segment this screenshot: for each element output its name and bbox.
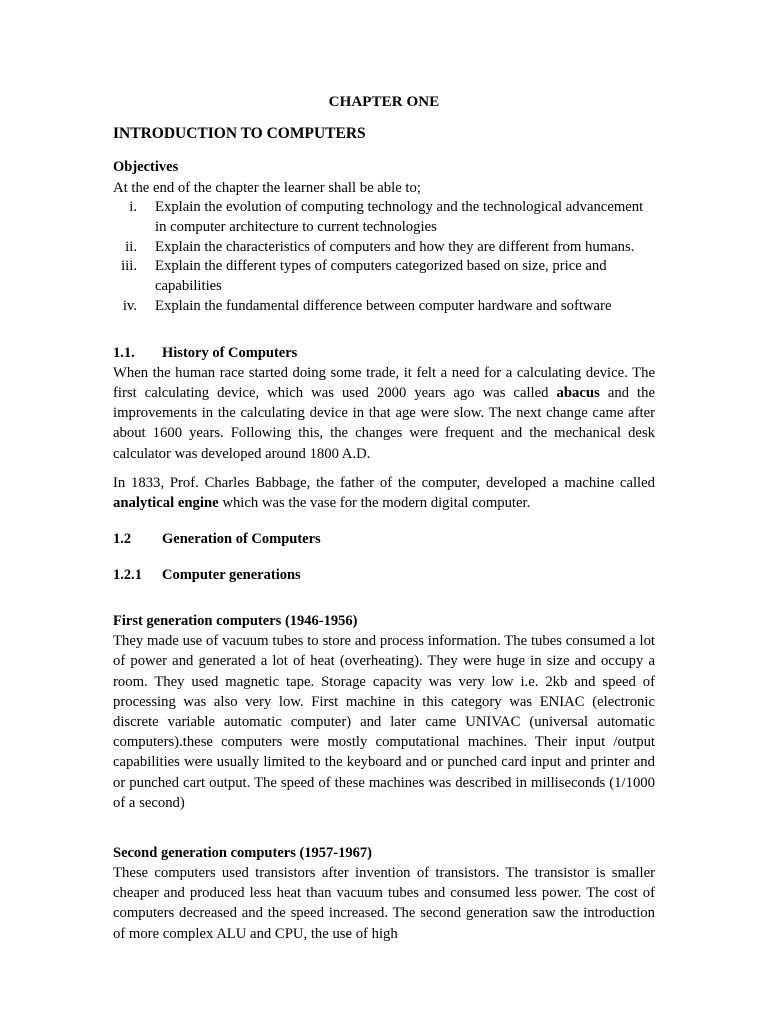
section-heading-history xyxy=(113,343,655,363)
list-item xyxy=(113,198,655,238)
list-marker: iv. xyxy=(122,297,137,314)
page-content xyxy=(113,92,655,944)
list-marker: i. xyxy=(129,199,137,215)
list-item-text: Explain the characteristics of computers and how they are different from humans. xyxy=(155,238,635,255)
list-item-text: Explain the fundamental difference between computer hardware and software xyxy=(155,297,612,314)
history-paragraph-2 xyxy=(113,473,655,513)
objectives-intro: At the end of the chapter the learner shall be able to; xyxy=(113,180,421,196)
list-marker: iii. xyxy=(121,258,137,275)
objectives-list xyxy=(113,198,655,317)
section-number: 1.2 xyxy=(113,531,132,548)
list-item xyxy=(113,297,655,317)
first-generation-paragraph: They made use of vacuum tubes to store and process information. The tubes consumed a lot of power and generated a lot of heat (overheating). They were huge in size and occupy a room. They used magnetic tape. Storage capacity was very low i.e. 2kb and speed of processing was also very low. First machine in this category was ENIAC (electronic discrete variable automatic computer) and later came UNIVAC (universal automatic computers).these computers were mostly computational machines. Their input /output capabilities were usually limited to the keyboard and or punched card input and printer and or punched cart output. The speed of these machines was described in milliseconds (1/1000 of a second) xyxy=(113,633,655,811)
section-heading-generation xyxy=(113,529,655,549)
history-paragraph-1-part-b: and the improvements in the calculating device in that age were slow. The next change came after about 1600 years. Following this, the changes were frequent and the mechanical desk calculator was developed around 1800 A.D. xyxy=(113,384,656,462)
objectives-heading: Objectives xyxy=(113,159,179,175)
chapter-title: CHAPTER ONE xyxy=(328,94,440,110)
history-paragraph-2-part-b: which was the vase for the modern digital computer. xyxy=(218,495,531,511)
history-paragraph-1 xyxy=(113,363,655,464)
history-paragraph-2-part-a: In 1833, Prof. Charles Babbage, the father of the computer, developed a machine called xyxy=(113,474,655,491)
term-analytical-engine: analytical engine xyxy=(113,495,219,511)
section-title: History of Computers xyxy=(162,344,298,361)
section-number: 1.2.1 xyxy=(113,567,142,584)
list-item xyxy=(113,238,655,258)
list-item-text: Explain the different types of computers categorized based on size, price and capabilities xyxy=(155,258,607,295)
section-title: Generation of Computers xyxy=(162,531,321,548)
term-abacus: abacus xyxy=(556,384,600,401)
history-paragraph-1-part-a: When the human race started doing some trade, it felt a need for a calculating device. The first calculating device, which was used 2000 years ago was called xyxy=(113,364,655,401)
second-generation-heading: Second generation computers (1957-1967) xyxy=(113,845,372,862)
first-generation-heading: First generation computers (1946-1956) xyxy=(113,613,358,630)
section-title: Computer generations xyxy=(162,567,301,584)
list-item xyxy=(113,257,655,297)
section-heading-computer-generations xyxy=(113,565,655,585)
list-marker: ii. xyxy=(125,238,137,255)
second-generation-paragraph: These computers used transistors after invention of transistors. The transistor is smaller cheaper and produced less heat than vacuum tubes and consumed less power. The cost of computers decreased and the speed increased. The second generation saw the introduction of more complex ALU and CPU, the use of high xyxy=(113,865,655,942)
list-item-text: Explain the evolution of computing technology and the technological advancement in computer architecture to current technologies xyxy=(155,199,644,235)
section-number: 1.1. xyxy=(113,344,135,361)
page-title: INTRODUCTION TO COMPUTERS xyxy=(113,125,366,142)
